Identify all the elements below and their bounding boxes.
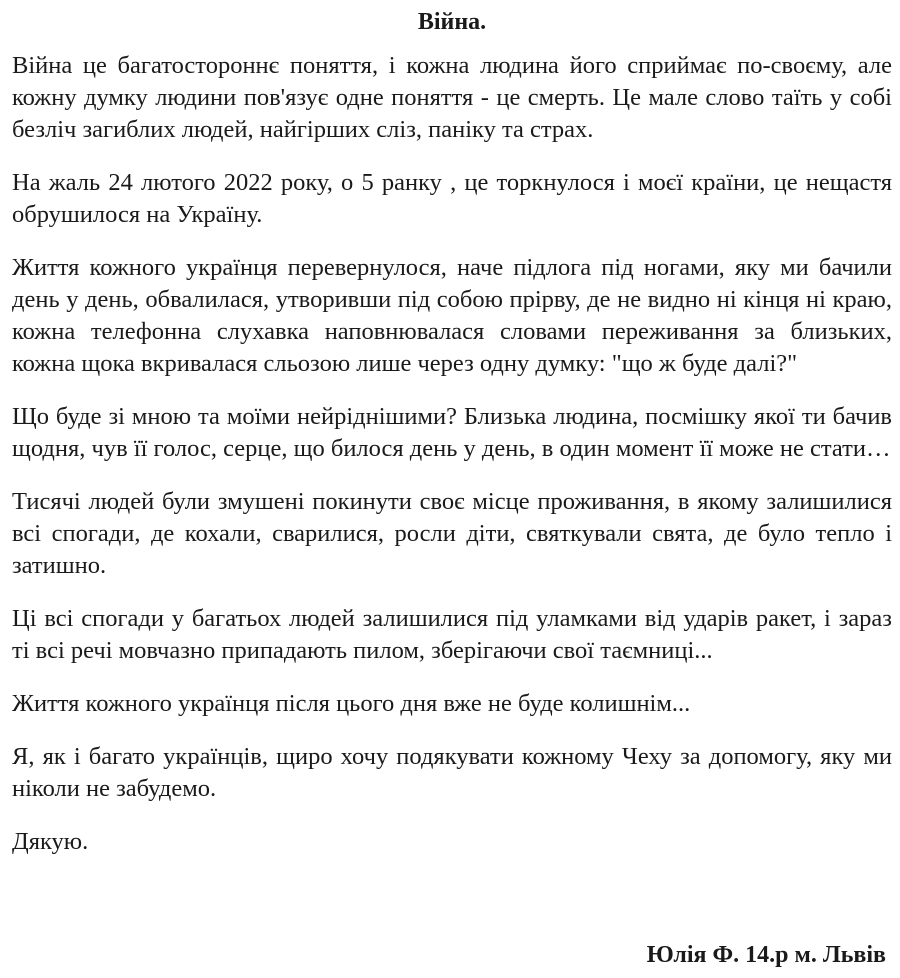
document-title: Війна. bbox=[417, 9, 487, 35]
paragraph-1: Війна це багатостороннє поняття, і кожна людина його сприймає по-своєму, але кожну думку людини пов'язує одне поняття - це смерть. Це мале слово таїть у собі безліч загиблих людей, найгірших сліз, паніку та страх. bbox=[12, 52, 892, 143]
paragraph-6: Ці всі спогади у багатьох людей залишилися під уламками від ударів ракет, і зараз ті всі речі мовчазно припадають пилом, зберігаючи свої таємниці... bbox=[12, 605, 892, 664]
paragraph-7: Життя кожного українця після цього дня вже не буде колишнім... bbox=[12, 690, 691, 717]
paragraph-5: Тисячі людей були змушені покинути своє місце проживання, в якому залишилися всі спогади, де кохали, сварилися, росли діти, святкували свята, де було тепло і затишно. bbox=[12, 488, 892, 579]
author-signature: Юлія Ф. 14.р м. Львів bbox=[646, 942, 886, 968]
paragraph-4: Що буде зі мною та моїми нейріднішими? Близька людина, посмішку якої ти бачив щодня, чув її голос, серце, що билося день у день, в один момент її може не стати… bbox=[12, 403, 892, 462]
paragraph-closing: Дякую. bbox=[12, 828, 89, 855]
paragraph-3: Життя кожного українця перевернулося, наче підлога під ногами, яку ми бачили день у день, обвалилася, утворивши під собою прірву, де не видно ні кінця ні краю, кожна телефонна слухавка наповнювалася словами переживання за близьких, кожна щока вкривалася сльозою лише через одну думку: "що ж буде далі?" bbox=[12, 254, 892, 377]
paragraph-8: Я, як і багато українців, щиро хочу подякувати кожному Чеху за допомогу, яку ми ніколи не забудемо. bbox=[12, 743, 892, 802]
paragraph-2: На жаль 24 лютого 2022 року, о 5 ранку , це торкнулося і моєї країни, це нещастя обрушилося на Україну. bbox=[12, 169, 892, 228]
